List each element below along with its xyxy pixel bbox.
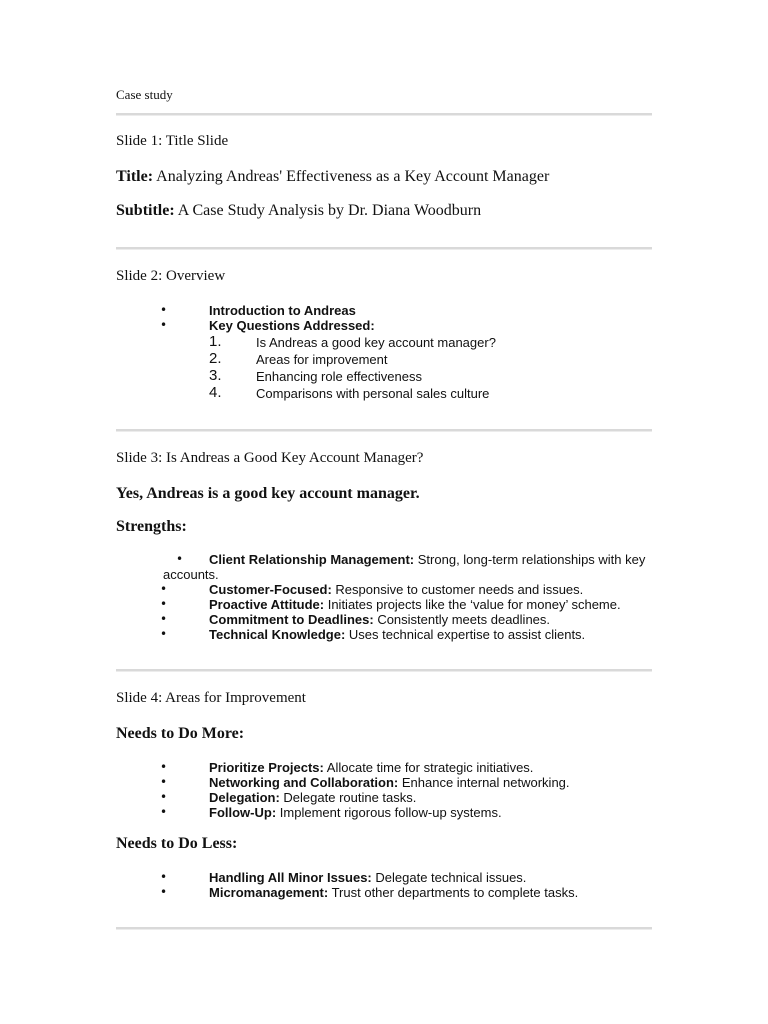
item-text: Implement rigorous follow-up systems. — [279, 805, 502, 820]
item-label: Micromanagement: — [209, 885, 329, 900]
slide3-heading: Slide 3: Is Andreas a Good Key Account Manager? — [116, 450, 424, 466]
bullet-icon: • — [160, 612, 168, 626]
strength-label: Commitment to Deadlines: — [209, 612, 374, 627]
needs-more-heading: Needs to Do More: — [116, 725, 245, 742]
slide4-heading: Slide 4: Areas for Improvement — [116, 690, 306, 706]
strength-label: Proactive Attitude: — [209, 597, 325, 612]
overview-bullet: Key Questions Addressed: — [209, 318, 375, 333]
strength-text: Strong, long-term relationships with key — [417, 552, 646, 567]
slide1-subtitle-line — [116, 202, 481, 220]
item-text: Enhance internal networking. — [401, 775, 570, 790]
needs-more-item — [209, 760, 533, 775]
divider — [116, 669, 652, 672]
document-header: Case study — [116, 87, 173, 102]
list-number: 2. — [209, 350, 222, 367]
title-label: Title: — [116, 168, 154, 185]
question-item: Comparisons with personal sales culture — [256, 386, 490, 401]
needs-more-item — [209, 790, 416, 805]
strength-item — [209, 582, 583, 597]
question-item: Is Andreas a good key account manager? — [256, 335, 496, 350]
needs-more-item — [209, 775, 570, 790]
bullet-icon: • — [160, 760, 168, 774]
bullet-icon: • — [160, 597, 168, 611]
list-number: 3. — [209, 367, 222, 384]
bullet-icon: • — [160, 318, 168, 332]
strength-item — [209, 597, 621, 612]
strength-item — [209, 627, 585, 642]
strength-item — [209, 552, 645, 567]
needs-less-heading: Needs to Do Less: — [116, 835, 238, 852]
strength-text: Initiates projects like the ‘value for money’ scheme. — [327, 597, 621, 612]
list-number: 1. — [209, 333, 222, 350]
title-text: Analyzing Andreas' Effectiveness as a Key Account Manager — [156, 168, 550, 185]
subtitle-text: A Case Study Analysis by Dr. Diana Woodburn — [177, 202, 482, 219]
bullet-icon: • — [160, 885, 168, 899]
strength-text-continued: accounts. — [163, 567, 219, 582]
bullet-icon: • — [160, 582, 168, 596]
strengths-heading: Strengths: — [116, 518, 187, 535]
item-text: Trust other departments to complete tasks. — [331, 885, 579, 900]
item-text: Delegate technical issues. — [375, 870, 527, 885]
strength-item — [209, 612, 550, 627]
item-label: Follow-Up: — [209, 805, 277, 820]
needs-more-item — [209, 805, 502, 820]
bullet-icon: • — [160, 303, 168, 317]
subtitle-label: Subtitle: — [116, 202, 175, 219]
question-item: Areas for improvement — [256, 352, 388, 367]
slide3-answer: Yes, Andreas is a good key account manager. — [116, 485, 420, 502]
slide1-heading: Slide 1: Title Slide — [116, 133, 229, 149]
divider — [116, 113, 652, 116]
bullet-icon: • — [160, 775, 168, 789]
strength-label: Client Relationship Management: — [209, 552, 415, 567]
slide2-heading: Slide 2: Overview — [116, 268, 226, 284]
bullet-icon: • — [176, 552, 184, 566]
strength-label: Technical Knowledge: — [209, 627, 346, 642]
bullet-icon: • — [160, 790, 168, 804]
question-item: Enhancing role effectiveness — [256, 369, 422, 384]
item-label: Prioritize Projects: — [209, 760, 324, 775]
item-text: Allocate time for strategic initiatives. — [326, 760, 534, 775]
divider — [116, 247, 652, 250]
bullet-icon: • — [160, 870, 168, 884]
needs-less-item — [209, 885, 578, 900]
overview-bullet: Introduction to Andreas — [209, 303, 356, 318]
item-text: Delegate routine tasks. — [283, 790, 417, 805]
divider — [116, 927, 652, 930]
item-label: Delegation: — [209, 790, 280, 805]
strength-text: Responsive to customer needs and issues. — [335, 582, 584, 597]
list-number: 4. — [209, 384, 222, 401]
bullet-icon: • — [160, 805, 168, 819]
divider — [116, 429, 652, 432]
slide1-title-line — [116, 168, 549, 186]
needs-less-item — [209, 870, 526, 885]
strength-text: Consistently meets deadlines. — [377, 612, 551, 627]
item-label: Networking and Collaboration: — [209, 775, 399, 790]
bullet-icon: • — [160, 627, 168, 641]
strength-label: Customer-Focused: — [209, 582, 332, 597]
item-label: Handling All Minor Issues: — [209, 870, 372, 885]
strength-text: Uses technical expertise to assist clients. — [348, 627, 586, 642]
